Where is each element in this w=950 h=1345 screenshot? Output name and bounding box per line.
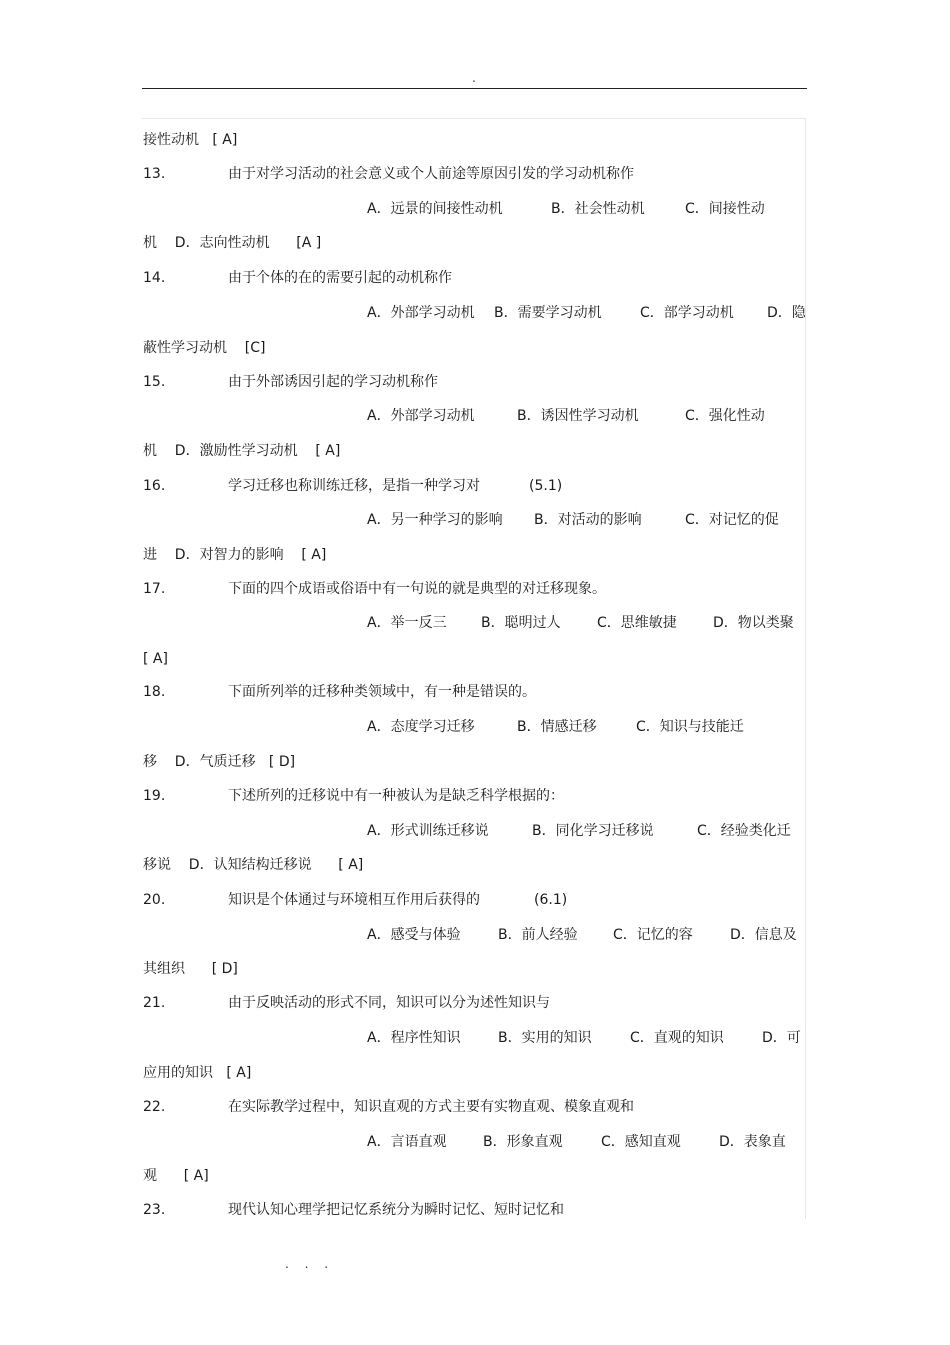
text-line: C．记忆的容 [613, 927, 693, 943]
text-line: 21. [143, 995, 166, 1011]
text-line: 22. [143, 1099, 166, 1115]
text-line: A．形式训练迁移说 [367, 823, 489, 839]
text-line: 观 [ A] [143, 1168, 209, 1184]
text-line: A．态度学习迁移 [367, 719, 475, 735]
text-line: [ A] [143, 651, 168, 667]
text-line: C．经验类化迁 [697, 823, 791, 839]
text-line: 16. [143, 478, 166, 494]
text-line: D．物以类聚 [713, 615, 794, 631]
text-line: C．间接性动 [685, 201, 765, 217]
text-line: 进 D．对智力的影响 [ A] [143, 547, 327, 563]
text-line: 移说 D．认知结构迁移说 [ A] [143, 857, 364, 873]
text-line: (6.1) [534, 892, 568, 908]
text-line: C．直观的知识 [630, 1030, 724, 1046]
text-line: A．外部学习动机 [367, 305, 475, 321]
text-line: 其组织 [ D] [143, 961, 238, 977]
text-line: 20. [143, 892, 166, 908]
text-line: B．实用的知识 [498, 1030, 592, 1046]
text-line: 18. [143, 684, 166, 700]
text-line: A．程序性知识 [367, 1030, 461, 1046]
text-line: B．形象直观 [483, 1134, 563, 1150]
text-line: A．另一种学习的影响 [367, 512, 503, 528]
text-line: 17. [143, 581, 166, 597]
text-line: 由于个体的在的需要引起的动机称作 [228, 270, 452, 286]
text-line: A．远景的间接性动机 [367, 201, 503, 217]
header-dot: . [472, 71, 476, 85]
text-line: 13. [143, 166, 166, 182]
text-line: B．社会性动机 [551, 201, 645, 217]
text-line: 接性动机 [ A] [143, 132, 238, 148]
text-line: D．信息及 [730, 927, 797, 943]
text-line: B．诱因性学习动机 [517, 408, 639, 424]
text-line: A．言语直观 [367, 1134, 447, 1150]
text-line: 机 D．志向性动机 [A ] [143, 235, 322, 251]
text-line: B．情感迁移 [517, 719, 597, 735]
text-line: A．感受与体验 [367, 927, 461, 943]
text-line: C．知识与技能迁 [636, 719, 744, 735]
text-line: B．对活动的影响 [534, 512, 642, 528]
text-line: 19. [143, 788, 166, 804]
text-line: B．同化学习迁移说 [532, 823, 654, 839]
text-line: 15. [143, 374, 166, 390]
text-line: 蔽性学习动机 [C] [143, 340, 266, 356]
text-line: D．可 [762, 1030, 801, 1046]
text-line: B．需要学习动机 [494, 305, 602, 321]
text-line: 由于外部诱因引起的学习动机称作 [228, 374, 438, 390]
text-line: C．强化性动 [685, 408, 765, 424]
text-line: 下面的四个成语或俗语中有一句说的就是典型的对迁移现象。 [228, 581, 606, 597]
text-line: 14. [143, 270, 166, 286]
text-line: D．表象直 [719, 1134, 786, 1150]
text-line: C．部学习动机 [640, 305, 734, 321]
text-line: 应用的知识 [ A] [143, 1065, 252, 1081]
text-line: 机 D．激励性学习动机 [ A] [143, 443, 341, 459]
text-line: A．外部学习动机 [367, 408, 475, 424]
header-rule [142, 88, 807, 89]
text-line: 移 D．气质迁移 [ D] [143, 754, 296, 770]
text-line: C．思维敏捷 [597, 615, 677, 631]
text-line: B．聪明过人 [481, 615, 561, 631]
text-line: 下述所列的迁移说中有一种被认为是缺乏科学根据的： [228, 788, 564, 804]
text-line: D．隐 [767, 305, 806, 321]
text-line: 现代认知心理学把记忆系统分为瞬时记忆、短时记忆和 [228, 1202, 564, 1218]
text-line: B．前人经验 [498, 927, 578, 943]
text-line: (5.1) [529, 478, 563, 494]
text-line: 下面所列举的迁移种类领域中，有一种是错误的。 [228, 684, 536, 700]
footer-dots: . . . [285, 1257, 335, 1271]
text-line: A．举一反三 [367, 615, 447, 631]
text-line: 由于对学习活动的社会意义或个人前途等原因引发的学习动机称作 [228, 166, 634, 182]
text-line: 23. [143, 1202, 166, 1218]
text-line: C．对记忆的促 [685, 512, 779, 528]
text-line: 由于反映活动的形式不同，知识可以分为述性知识与 [228, 995, 550, 1011]
text-line: 在实际教学过程中，知识直观的方式主要有实物直观、模象直观和 [228, 1099, 634, 1115]
text-line: 学习迁移也称训练迁移，是指一种学习对 [228, 478, 480, 494]
text-line: C．感知直观 [601, 1134, 681, 1150]
text-line: 知识是个体通过与环境相互作用后获得的 [228, 892, 480, 908]
